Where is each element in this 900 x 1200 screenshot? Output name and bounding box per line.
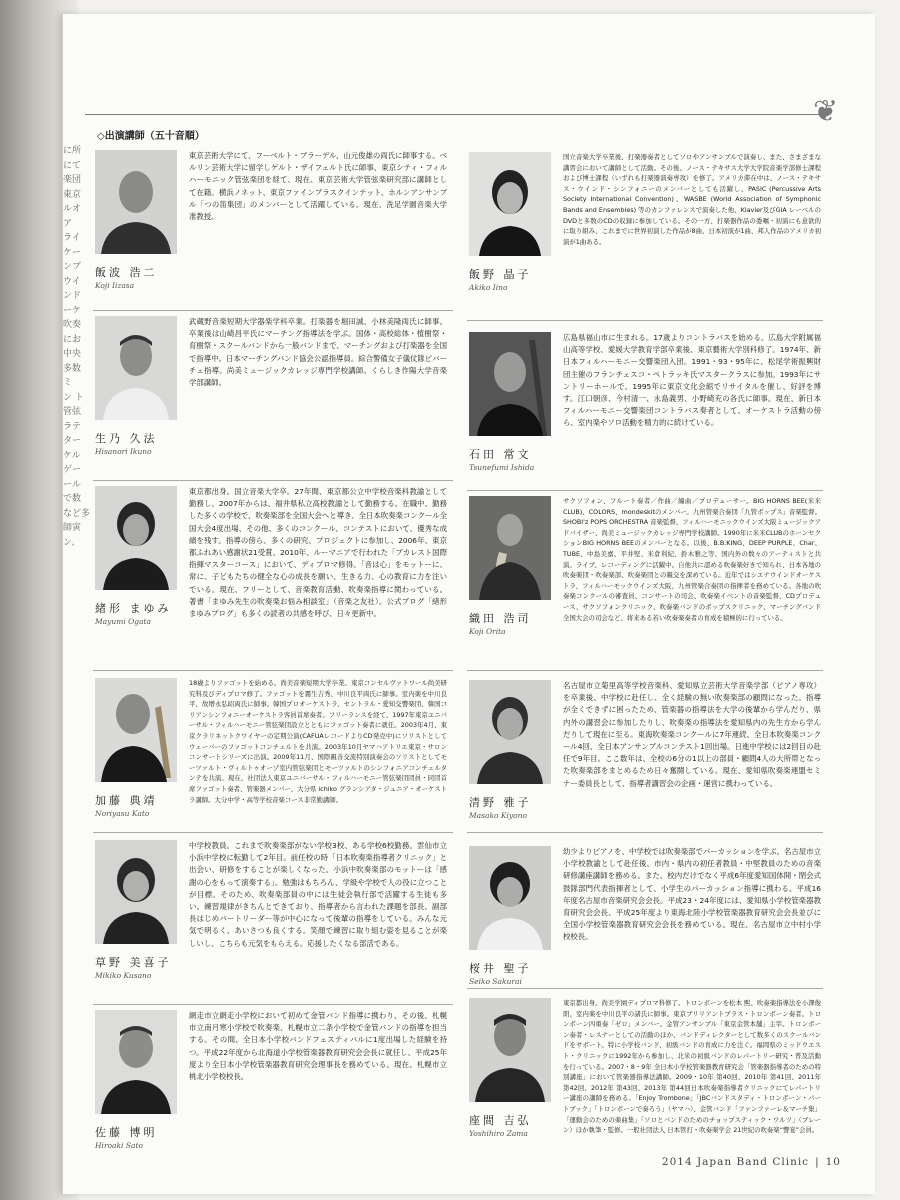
fragment-line: ア [63, 218, 73, 229]
divider [93, 310, 453, 311]
instructor-name-romaji: Koji Iizasa [95, 281, 135, 290]
left-page-fragment [63, 144, 95, 1144]
instructor-name: 草野 美喜子 [95, 956, 172, 969]
instructor-entry [469, 332, 825, 496]
fragment-line: ミ [63, 378, 73, 388]
instructor-name-romaji: Mayumi Ogata [95, 617, 152, 626]
instructor-bio: 網走市立網走小学校において初めて金管バンド指導に携わり、その後、札幌市立南月寒小学校で吹奏楽、札幌市立二条小学校で金管バンドの指導を担当する。その間、全日本小学校バンドフェスティバルに1度出場した経験を持つ。平成22年度から北海道小学校管楽器教育研究会会長に就任し、平成25年度より全日本小学校管楽器教育研究会理事長を務めている。現在、札幌市立桃北小学校校長。 [189, 1011, 447, 1082]
footer-separator: | [815, 1156, 820, 1168]
divider [93, 832, 453, 833]
fragment-line: ルオ [63, 204, 82, 214]
fragment-line: にて [63, 160, 82, 171]
fragment-line: 管弦 [63, 407, 82, 417]
flourish-ornament-icon: ❦ [813, 94, 839, 129]
fragment-line: ター [63, 436, 82, 446]
instructor-name: 石田 常文 [469, 448, 532, 461]
instructor-name: 飯波 浩二 [95, 266, 158, 279]
fragment-line: 楽団 [63, 175, 82, 185]
fragment-line: ール [63, 479, 81, 490]
instructor-photo [95, 150, 177, 254]
fragment-line: に所 [63, 146, 82, 156]
instructor-entry [469, 846, 825, 1010]
instructor-name-romaji: Akiko Iino [469, 283, 508, 292]
instructor-entry [469, 680, 825, 844]
instructor-name-romaji: Koji Orita [469, 627, 506, 636]
divider [467, 670, 823, 671]
divider [467, 988, 823, 989]
instructor-photo [95, 316, 177, 420]
instructor-bio: 名古屋市立菊里高等学校音楽科、愛知県立芸術大学音楽学部（ピアノ専攻）を卒業後、中学校に赴任し、全く経験の無い吹奏楽部の顧問になった。指導が全くできずに困ったため、管楽器の指導法を大学の後輩から学んだり、県内外の講習会に参加したりし、吹奏楽の指導法を愛知県内の先生方から学んだりして現在に至る。東海吹奏楽コンクールに7年連続、全日本吹奏楽コンクール4回、全日本アンサンブルコンテスト1回出場。日進中学校には2回目の赴任で9年目。ここ数年は、全校の6分の1以上の部員・顧問4人の大所帯となった吹奏楽部をまとめるため日々奮闘している。現在、愛知県吹奏楽連盟セミナー委員長として、指導者講習会の企画・運営に携わっている。 [563, 681, 821, 788]
fragment-line: 師寅 [63, 523, 82, 533]
instructor-name-romaji: Yoshihiro Zama [469, 1129, 528, 1138]
fragment-line: にお [63, 334, 82, 345]
instructor-photo [469, 680, 551, 784]
instructor-bio: 東京都出身。国立音楽大学卒。27年間、東京都公立中学校音楽科教諭として勤務し、2007年からは、福井県私立高校教諭として勤務する。在職中、勤務した多くの学校で、吹奏楽部を全国大会へと導き、全日本吹奏楽コンクール全国大会4度出場、その他、多くのコンクール、コンテストにおいて、優秀な成績を残す。指導の傍ら、多くの研究、プロジェクトに参加し、2006年、東京都ふれあい感謝状21受賞、2010年、ルーマニアで行われた「ブカレスト国際指揮マスターコース」において、ディプロマ修得。「音は心」をモットーに、常に、子どもたちの健全な心の成長を願い、生きる力、心の教育に力を注いでいる。現在、フリーとして、音楽教育活動、吹奏楽指導に関わっている。著書「まゆみ先生の吹奏楽お悩み相談室」（音楽之友社）。公式ブログ「緒形まゆみブログ」も多くの読者の共感を呼び、日々更新中。 [189, 487, 447, 619]
instructor-name-romaji: Hisanori Ikuno [95, 447, 152, 456]
fragment-line: 吹奏 [63, 320, 82, 330]
header-rule [85, 114, 825, 115]
brochure-page [62, 14, 875, 1194]
instructor-photo [469, 998, 551, 1102]
fragment-line: ンブ [63, 262, 82, 272]
instructor-bio: 広島県福山市に生まれる。17歳よりコントラバスを始める。広島大学附属福山高等学校、愛媛大学教育学部卒業後、東京藝術大学別科修了。1974年、新日本フィルハーモニー交響楽団入団。1991・93・95年に、松尾学術振興財団主催のフランチェスコ・ペトラッキ氏マスタークラスに参加。1993年にサントリーホールで、1995年に東京文化会館でリサイタルを催し、好評を博す。江口朝彦、今村清一、永島義男、小野崎充の各氏に師事。現在、新日本フィルハーモニー交響楽団コントラバス奏者として、オーケストラ活動の傍ら、室内楽やソロ活動を精力的に続けている。 [563, 333, 821, 428]
footer-title: 2014 Japan Band Clinic [661, 1156, 810, 1168]
fragment-line: 中央 [63, 349, 82, 359]
fragment-line: ライ [63, 233, 81, 243]
instructor-bio: 東京芸術大学にて、フーベルト・ブラーデル、山元俊雄の両氏に師事する。ベルリン芸術大学に留学しゲルト・ザイフェルト氏に師事、東京シティ・フィルハーモニック管弦楽団を経て、現在、東京芸術大学管弦楽研究部に講師として在籍。横浜ノネット、東京ファインブラスクインテット、ホルンアンサンブル「つの笛集団」のメンバーとして活躍している。現在、洗足学園音楽大学准教授。 [189, 151, 447, 222]
instructor-bio: 18歳よりファゴットを始める。尚美音楽短期大学卒業。東京コンセルヴァトワール尚美研究科及びディプロマ修了。ファゴットを霧生吉秀、中川良平両氏に師事。室内楽を中川良平、故増永弘昭両氏に師事。韓国プロオーケストラ、セントラル・愛知交響楽団、韓国コリアンシンフォニーオーケストラ客員首席奏者。フリーランスを経て、1997年東京ユニバーサル・フィルハーモニー管弦楽団設立とともにファゴット奏者に就任。2003年4月、東京クラリネットクワイヤーの定期公演(CAFUAレコードよりCD発売中)にソリストとしてウェーバーのファゴットコンチェルトを共演。2003年10月ヤマハアトリエ東京・サロンコンサートシリーズに出演。2009年11月、国際親善交流特別演奏会のソリストとしてモーツァルト・ヴィルトゥオーゾ室内管弦楽団とモーツァルトのシンフォニアコンチェルタンテを共演。現在、社団法人東京ユニバーサル・フィルハーモニー管弦楽団団員・同団首席ファゴット奏者、管楽器メンバー、大分県 ichiko グランシアタ・ジュニア・オーケストラ講師。大分中学・高等学校音楽コース非常勤講師。 [189, 679, 447, 804]
instructor-photo [469, 152, 551, 256]
instructor-photo [469, 332, 551, 436]
divider [93, 670, 453, 671]
instructor-name-romaji: Tsunefumi Ishida [469, 463, 535, 472]
instructor-entry [95, 316, 451, 480]
instructor-bio: サクソフォン、フルート奏者／作曲／編曲／プロデューサー。BIG HORNS BEE(米米CLUB)、COLORS、mondeskitのメンバー。九州管楽合奏団「九管ポップス」音楽監督。SHOBI'z POPS ORCHESTRA 音楽監督、フィルハーモニックウインズ大阪ミュージックアドバイザー、尚美ミュージックカレッジ専門学校講師。1990年に米米CLUBのホーンセクションBIG HORNS BEEのメンバーとなる。以後、B.B.KING、DEEP PURPLE、Char、TUBE、中島美嘉、平井堅、米倉利紀、鈴木雅之等、国内外の数々のアーティストと共演。ライブ、レコーディングに活躍中。自他共に認める吹奏楽好きで知られ、日本各地の吹奏楽団・吹奏楽部、吹奏楽団との親交を深めている。近年ではシエナウインドオーケストラ、フィルハーモックウインズ大阪、九州管楽合奏団の指揮者を務めている。各地の吹奏楽コンクールの審査員、コンサートの司会、吹奏楽イベントの音楽監督、CDプロデュース、サクソフォンクリニック、吹奏楽バンドのポップスクリニック、マーチングバンド全国大会の司会など、将来ある若い吹奏楽奏者の育成を積極的に行っている。 [563, 497, 821, 622]
fragment-line: ケー [63, 247, 82, 258]
instructor-bio: 幼少よりピアノを、中学校では吹奏楽部でパーカッションを学ぶ。名古屋市立小学校教諭として赴任後、市内・県内の初任者教員・中堅教員のための音楽研修講座講師を務める。また、校内だけでなく平成6年度愛知国体開・閉会式鼓隊部門代表指揮者として、小学生のパーカッション指導に携わる。平成16年度名古屋市音楽研究会会長。平成23・24年度には、愛知県小学校管楽器教育研究会会長、平成25年度より東海北陸小学校管楽器教育研究会会長並びに全国小学校管楽器教育研究会会長を務めている。現在、名古屋市立中村小学校校長。 [563, 847, 821, 942]
fragment-line: ンド [63, 291, 82, 301]
instructor-name: 飯野 晶子 [469, 268, 532, 281]
instructor-photo [95, 840, 177, 944]
instructor-entry [95, 486, 451, 650]
instructor-photo [95, 486, 177, 590]
fragment-line: ゲー [63, 465, 82, 475]
instructor-name-romaji: Hiroaki Sato [95, 1141, 143, 1150]
section-title: ◇出演講師（五十音順） [97, 131, 205, 142]
instructor-entry [95, 150, 451, 314]
instructor-name: 加藤 典靖 [95, 794, 158, 807]
instructor-name-romaji: Seiko Sakurai [469, 977, 522, 986]
divider [467, 832, 823, 833]
divider [93, 1004, 453, 1005]
instructor-entry [469, 152, 825, 316]
instructor-entry [95, 840, 451, 1004]
fragment-line: ケル [63, 450, 81, 461]
instructor-entry [95, 678, 451, 842]
instructor-name: 緒形 まゆみ [95, 602, 172, 615]
fragment-line: など多 [63, 508, 91, 519]
fragment-line: ン ト [63, 392, 84, 403]
instructor-name-romaji: Masako Kiyono [469, 811, 528, 820]
fragment-line: ラテ [63, 421, 82, 432]
instructor-photo [469, 846, 551, 950]
instructor-name: 座間 吉弘 [469, 1114, 532, 1127]
instructor-photo [95, 678, 177, 782]
fragment-line: 多数 [63, 363, 82, 374]
instructor-entry [95, 1010, 451, 1174]
instructor-photo [95, 1010, 177, 1114]
instructor-name: 佐藤 博明 [95, 1126, 158, 1139]
instructor-bio: 中学校教員。これまで吹奏楽部がない学校3校、ある学校6校勤務。雲仙市立小浜中学校に転勤して2年目。前任校の時「日本吹奏楽指導者クリニック」と出会い、研修をすることが楽しくなった。小浜中吹奏楽部のモットーは「感謝の心をもって演奏する」。勉強はもちろん、学級や学校で人の役に立つことが目標。そのため、吹奏楽部員の中には生徒会執行部で活躍する生徒も多い。練習規律がきちんとできており、指導者から言われた課題を部長、副部長はじめパートリーダー等が中心になって後輩の指導をしている。みんな元気で明るく、あいさつも良くする。笑顔で練習に取り組む姿を見ることが楽しいし、こちらも元気をもらえる。応援したくなる部活である。 [189, 841, 447, 948]
instructor-bio: 国立音楽大学卒業後、打楽器奏者としてソロやアンサンブルで演奏し、また、さまざまな講習会において講師として活動。その後、ノース・テキサス大学大学院音楽学部修士課程および博士課程（いずれも打楽器演奏専攻）を修了。アメリカ滞在中は、ノース・テキサス・ウインド・シンフォニーのメンバーとしても活躍し、PASIC (Percussive Arts Society International Convention)、WASBE (World Association of Symphonic Bands and Ensembles) 等のカンファレンスで演奏した他、Klavier及びGIA レーベルのDVDと多数のCDの収録に参加している。その一方、打楽器作品の委嘱・初演にも意欲的に取り組み、これまでに世界初演した作品が8曲、日本初演が1曲、邦人作品のアメリカ初演が1曲ある。 [563, 153, 821, 246]
divider [93, 480, 453, 481]
instructor-name: 桜井 聖子 [469, 962, 532, 975]
fragment-line: で数 [63, 494, 82, 504]
page-number: 10 [825, 1156, 841, 1168]
instructor-name-romaji: Mikiko Kusano [95, 971, 152, 980]
divider [467, 320, 823, 321]
fragment-line: ウイ [63, 276, 81, 287]
page-footer [662, 1156, 841, 1168]
instructor-entry [469, 998, 825, 1162]
instructor-name: 生乃 久法 [95, 432, 158, 445]
instructor-name-romaji: Noriyasu Kato [95, 809, 150, 818]
instructor-bio: 東京都出身。尚美学園ディプロマ科修了。トロンボーンを松本 熙、吹奏楽指導法を小澤俊朗、室内楽を中川良平の諸氏に師事。東京ブリリアントブラス・トロンボーン奏者。トロンボーン四重奏「ゼロ」メンバー。金管アンサンブル「東京金管本舗」主宰。トロンボーン奏者・レスナーとしての活動のほか、バンドディレクターとして数多くのスクールバンドをサポート。特に小学校バンド、初級バンドの育成に力を注ぐ。福岡県のミッドウエスト・クリニックに1992年から参加し、北米の初級バンドのレパートリー研究・普及活動を行っている。2007・8・9年 全日本小学校管楽器教育研究会「管楽器指導者のための特別講座」において管楽器指導法講師。2009・10年 第40回、2010年 第41回、2011年 第42回、2012年 第43回、2013年 第44回日本吹奏楽指導者クリニックにてレパートリー講座の講師を務める。「Enjoy Trombone」「JBCバンドスタディ・トロンボーン・パートブック」「トロンボーンで奏ろう」（ヤマハ）、金管バンド「ファンファーレ＆マーチ集」「運動会のための楽曲集」「ソロとバンドのためのチョップスティック・ワルツ」（ブレーン）ほか執筆・監修。一般社団法人 日本管打・吹奏楽学会 21世紀の吹奏楽“響宴”会員。 [563, 999, 821, 1135]
instructor-entry [469, 496, 825, 660]
instructor-bio: 武蔵野音楽短期大学器楽学科卒業。打楽器を堀田誠、小林美隆両氏に師事。卒業後は山崎昌平氏にマーチング指導法を学ぶ。国体・高校総体・植樹祭・育樹祭・スクールバンドから一般バンドまで、マーチングおよび打楽器を全国で指導中。日本マーチングバンド協会公認指導員。綜合警備女子儀仗隊ピバーチェ指導。尚美ミュージックカレッジ専門学校講師。くらしき作陽大学音楽学部講師。 [189, 317, 447, 388]
fragment-line: ン、 [63, 537, 81, 548]
fragment-line: 東京 [63, 189, 82, 200]
fragment-line: ーケ [63, 305, 82, 316]
instructor-name: 清野 雅子 [469, 796, 532, 809]
divider [467, 490, 823, 491]
instructor-photo [469, 496, 551, 600]
instructor-name: 織田 浩司 [469, 612, 532, 625]
